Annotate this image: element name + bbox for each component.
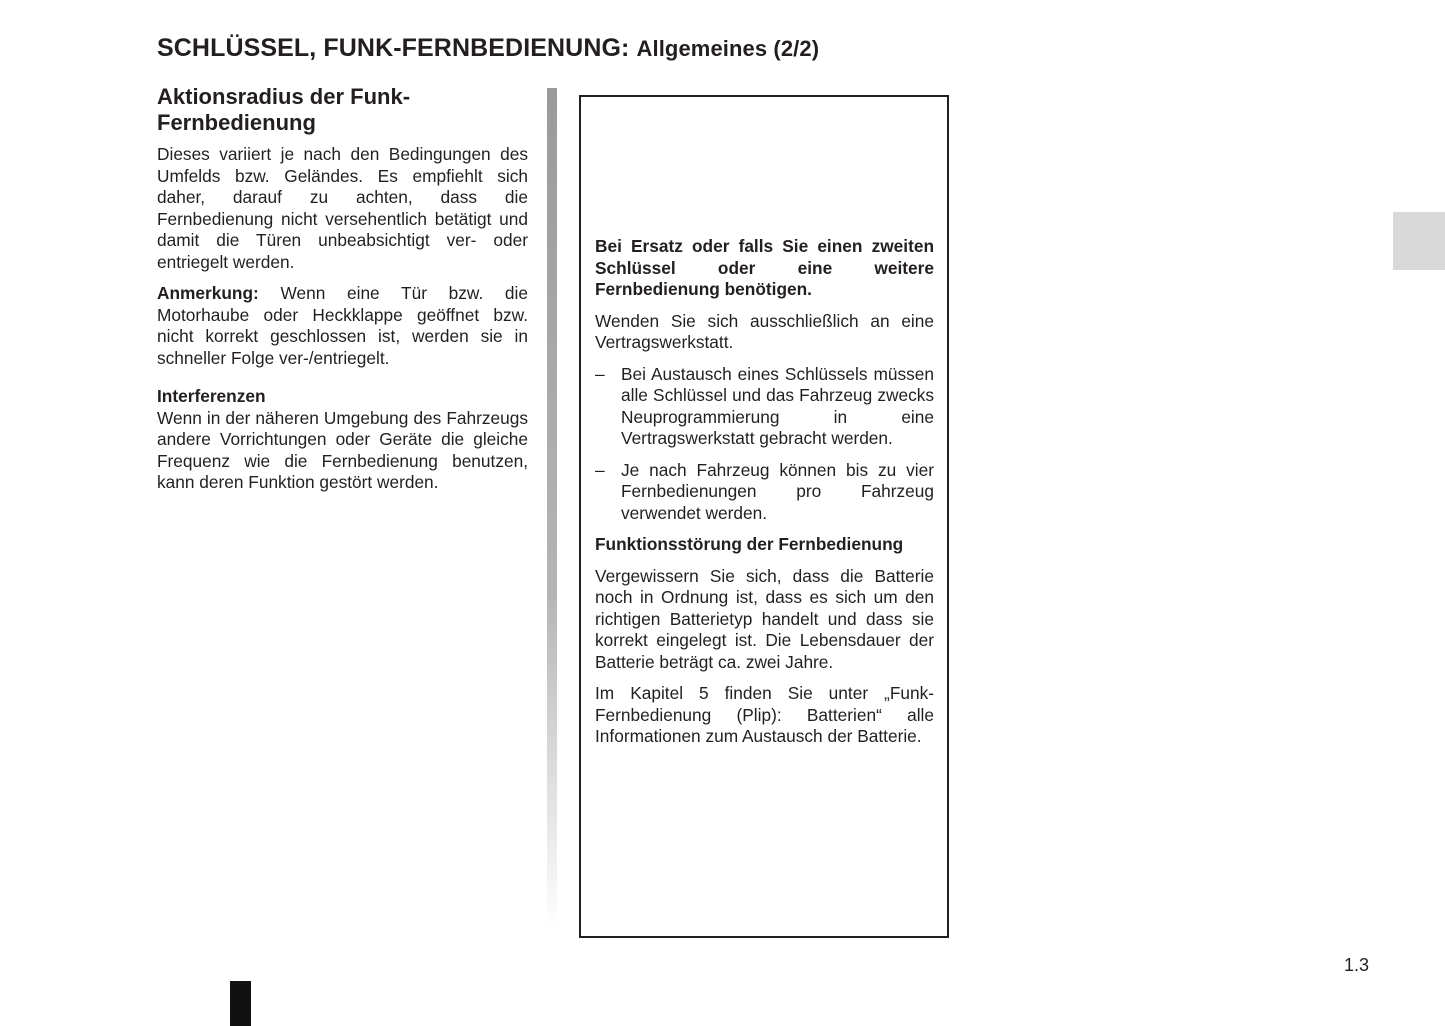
info-box-content	[595, 236, 934, 758]
list-item: – Bei Austausch eines Schlüssels müssen alle Schlüssel und das Fahrzeug zwecks Neuprogrammierung in eine Vertragswerkstatt gebracht werden.	[595, 364, 934, 450]
chapter-reference: Im Kapitel 5 finden Sie unter „Funk-Fernbedienung (Plip): Batterien“ alle Informationen zum Austausch der Batterie.	[595, 683, 934, 746]
note-paragraph	[157, 283, 528, 369]
column-divider-bar	[547, 88, 557, 930]
page-number: 1.3	[1344, 955, 1370, 975]
interference-paragraph: Wenn in der näheren Umgebung des Fahrzeugs andere Vorrichtungen oder Geräte die gleiche Frequenz wie die Fernbedienung benutzen, kann deren Funktion gestört werden.	[157, 407, 528, 492]
range-heading: Aktionsradius der Funk-Fernbedienung	[157, 84, 411, 135]
info-box	[579, 95, 949, 938]
page-title-main: SCHLÜSSEL, FUNK-FERNBEDIENUNG:	[157, 34, 630, 62]
list-item: – Je nach Fahrzeug können bis zu vier Fernbedienungen pro Fahrzeug verwendet werden.	[595, 460, 934, 525]
malfunction-paragraph: Vergewissern Sie sich, dass die Batterie noch in Ordnung ist, dass es sich um den richtigen Batterietyp handelt und dass sie korrekt eingelegt ist. Die Lebensdauer der Batterie beträgt ca. zwei Jahre.	[595, 565, 934, 672]
range-paragraph: Dieses variiert je nach den Bedingungen des Umfelds bzw. Geländes. Es empfiehlt sich daher, darauf zu achten, dass die Fernbedienung nicht versehentlich betätigt und damit die Türen unbeabsichtigt ver- oder entriegelt werden.	[157, 144, 528, 272]
replacement-lead: Bei Ersatz oder falls Sie einen zweiten Schlüssel oder eine weitere Fernbedienung benötigen.	[595, 236, 934, 299]
malfunction-heading: Funktionsstörung der Fernbedienung	[595, 534, 904, 554]
note-text: Wenn eine Tür bzw. die Motorhaube oder Heckklappe geöffnet bzw. nicht korrekt geschlossen ist, werden sie in schneller Folge ver-/entriegelt.	[157, 283, 528, 368]
note-label: Anmerkung:	[157, 283, 259, 303]
replacement-list	[595, 364, 934, 525]
page-corner-mark	[230, 981, 251, 1026]
chapter-side-tab	[1393, 212, 1445, 270]
page-title-sub: Allgemeines (2/2)	[636, 36, 820, 61]
left-column	[157, 84, 528, 504]
page-title	[157, 34, 819, 63]
workshop-intro: Wenden Sie sich ausschließlich an eine Vertragswerkstatt.	[595, 310, 934, 352]
interference-heading: Interferenzen	[157, 386, 266, 406]
